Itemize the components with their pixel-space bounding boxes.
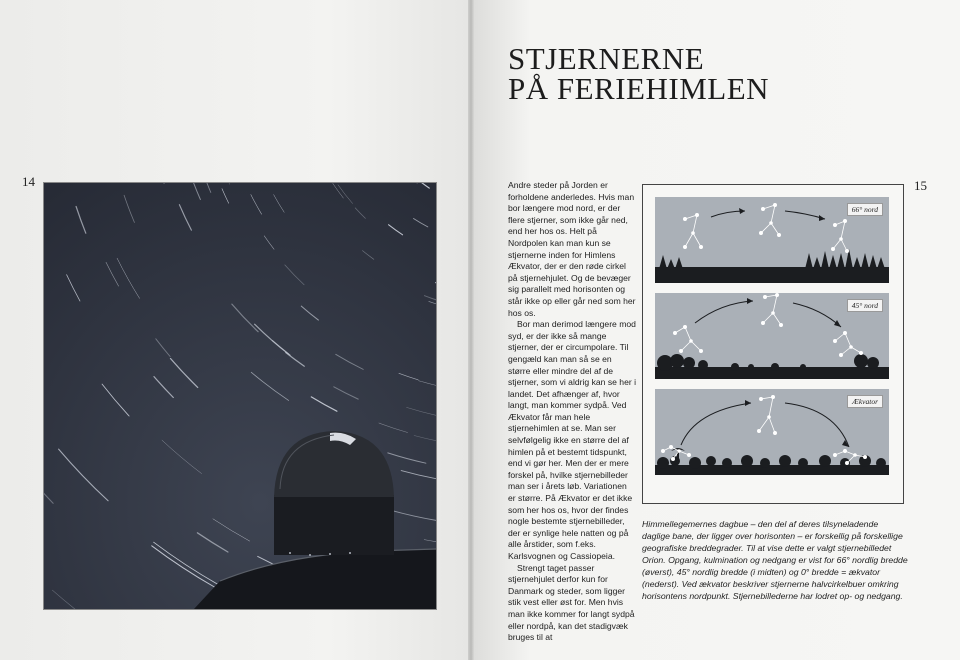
figure-caption: Himmellegemernes dagbue – den del af deres tilsyneladende daglige bane, der ligger over horisonten – er forskellig på forskellige geografiske breddegrader. Til at vise dette er valgt stjernebilledet Orion. Opgang, kulmination og nedgang er vist for 66° nordlig bredde (øverst), 45° nordlig bredde (i midten) og 0° bredde = ækvator (nederst). Ved ækvator beskriver stjernerne halvcirkelbuer omkring horisontens nordpunkt. Stjernebillederne har lodret op- og nedgang. xyxy=(642,519,908,601)
observatory-star-trails-photo xyxy=(43,182,437,610)
star-trails-image xyxy=(44,183,436,609)
panel-45-north xyxy=(655,293,889,379)
panel-66-north xyxy=(655,197,889,283)
panel-label-66-north: 66° nord xyxy=(847,203,883,216)
panel-label-45-north: 45° nord xyxy=(847,299,883,312)
panel-equator xyxy=(655,389,889,475)
panel-label-equator: Ækvator xyxy=(847,395,883,408)
orion-diurnal-arc-figure xyxy=(642,184,904,504)
body-text-column xyxy=(508,180,636,644)
body-paragraph-2: Bor man derimod længere mod syd, er der ikke så mange stjerner, der er circumpolare. Til gengæld kan man så se en større eller mindre del af de stjerner, som vi aldrig kan se her i landet. Det afhænger af, hvor langt, man kommer sydpå. Ved Ækvator får man hele stjernehimlen at se. Man ser selvfølgelig ikke en større del af himlen på et bestemt tidspunkt, end vi gør her. Men der er mere forskel på, hvilke stjernebilleder man ser i årets løb. Variationen er større. På Ækvator er det ikke som her hos os, hvor der findes nogle bestemte stjernebilleder, der er synlige hele natten og på alle årstider, som f.eks. Karlsvognen og Cassiopeia. xyxy=(508,319,637,561)
body-paragraph-1: Andre steder på Jorden er forholdene anderledes. Hvis man bor længere mod nord, er der flere stjerner, som ikke går ned, end her hos os. Helt på Nordpolen kan man kun se stjernerne inden for Himlens Ækvator, der er den røde cirkel på stjernehjulet. Og de bevæger sig parallelt med horisonten og står ikke op eller går ned som her hos os. xyxy=(508,180,636,318)
body-paragraph-3: Strengt taget passer stjernehjulet derfor kun for Danmark og steder, som ligger stik vest eller øst for. Men hvis man ikke kommer for langt sydpå eller nordpå, kan det stadigvæk bruges til at xyxy=(508,562,635,643)
page-number-right: 15 xyxy=(914,178,927,193)
page-number-left: 14 xyxy=(22,174,35,189)
title-line-2: PÅ FERIEHIMLEN xyxy=(508,71,770,106)
title-line-1: STJERNERNE xyxy=(508,41,705,76)
page-title xyxy=(508,41,770,106)
book-gutter xyxy=(468,0,474,660)
